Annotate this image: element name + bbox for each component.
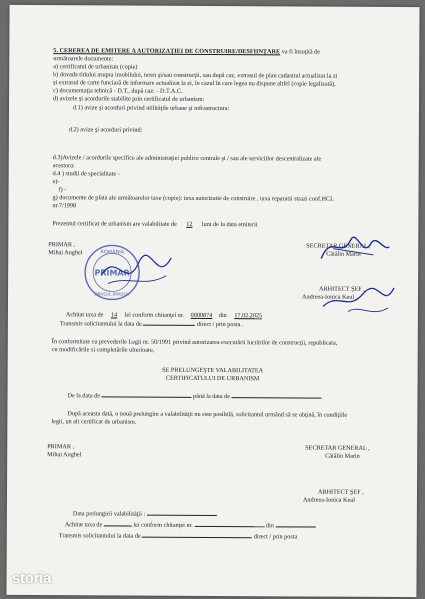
validity-suffix: luni de la data emiterii	[201, 220, 258, 229]
payment-date: 17.02.2025	[234, 312, 263, 320]
stamp-center-text: PRIMAR	[94, 268, 130, 278]
payment-prefix: Achitat taxa de	[65, 311, 104, 319]
item-e: e)-	[52, 178, 60, 186]
item-c: c) documentaţia tehnică - D.T., după caz: - D.T.A.C.	[53, 87, 183, 95]
item-g-line1: g) documente de plata ale următoarelor taxe (copie): taxa autorizatie de construire , taxa reparatii strazi conf.HCL	[52, 194, 334, 203]
item-b-line2: şi extrasul de carte funciară de informare actualizat la zi, în cazul în care legea nu dispune altfel (copie legalizată),	[53, 79, 336, 88]
arhitect-name-2: Andreea-Ionica Keul	[302, 496, 356, 504]
item-d4: d.4 ) studii de specialitate -	[52, 170, 120, 178]
payment2-date-blank	[275, 521, 315, 527]
item-d2: d.2) avize şi acorduri privind:	[68, 126, 143, 134]
validity-line	[52, 220, 257, 228]
section-5-heading: 5. CEREREA DE EMITERE A AUTORIZAŢIEI DE CONSTRUIRE/DESFIINŢARE	[53, 47, 281, 56]
transmis2-date-blank	[142, 532, 252, 539]
primar-title-2: PRIMAR ,	[47, 443, 75, 451]
extension-date-label: Data prelungirii valabilităţii :	[72, 510, 146, 518]
extension-to-label: până la data de	[193, 392, 231, 401]
primar-name: Mihai Anghel	[48, 249, 83, 257]
transmis2-label: Transmis solicitantului la data de	[58, 532, 141, 540]
payment2-receipt-blank	[194, 521, 264, 527]
transmis2-tail: direct / prin posta	[253, 533, 298, 541]
secretar-name-2: Cătălin Marin	[325, 452, 360, 460]
storia-watermark: storia	[12, 570, 52, 587]
stamp-bottom-text: ORAŞUL BRAŞOV	[94, 291, 130, 297]
payment-date-label: din	[218, 312, 227, 320]
item-g-line2: nr.7/1998	[52, 202, 77, 210]
extension-to-blank	[232, 392, 322, 398]
primar-title: PRIMAR ,	[48, 241, 76, 249]
payment-receipt-number: 0000874	[190, 311, 213, 319]
law-line1: În conformitate cu prevederile Legii nr. 50/1991 privind autorizarea executării lucrărilor de construcţii, republicata,	[51, 338, 338, 347]
stamp-top-text: ROMÂNIA	[100, 249, 125, 256]
arhitect-title: ARHITECT ŞEF ,	[319, 285, 365, 293]
extension-date-line	[73, 509, 217, 518]
validity-prefix: Prezentul certificat de urbanism are valabilitate de	[52, 220, 177, 228]
secretar-title-2: SECRETAR GENERAL ,	[305, 444, 370, 452]
secretar-title: SECRETAR GENERAL ,	[306, 242, 371, 250]
payment-receipt-label: lei conform chitanţei nr.	[124, 311, 185, 319]
transmis2-line	[59, 531, 298, 540]
secretar-name: Cătălin Marin	[326, 250, 361, 258]
transmis-label: Transmis solicitantului la data de	[59, 320, 142, 328]
secretar-signature	[313, 229, 393, 269]
item-a: a) certificatul de urbanism (copie)	[53, 63, 138, 71]
arhitect-name: Andreea-Ionica Keul	[302, 293, 355, 301]
extension-period-line	[67, 391, 321, 401]
extension-title-2: CERTIFICATULUI DE URBANISM	[165, 374, 260, 383]
payment2-receipt-label: lei conform chitanţei nr.	[133, 521, 193, 529]
payment2-date-label: din	[265, 522, 274, 530]
item-d3-line2: acestora:	[52, 162, 75, 170]
primar-name-2: Mihai Anghel	[47, 451, 82, 459]
payment2-amount-blank	[104, 520, 132, 526]
validity-months: 12	[186, 220, 193, 228]
payment2-line	[65, 520, 316, 530]
extension-title-1: SE PRELUNGEŞTE VALABILITATEA	[162, 366, 264, 375]
extension-from-label: De la data de	[67, 392, 100, 400]
item-d: d) avizele şi acordurile stabilite prin certificatul de urbanism:	[53, 95, 205, 103]
document-page	[6, 5, 419, 597]
extension-date-blank	[147, 510, 217, 516]
item-d3-line1: d.3)Avizele / acordurile specifice ale administraţiei publice centrale şi / sau ale serviciilor descentralizate ale	[52, 154, 322, 163]
extension-note-line2: legii, un alt certificat de urbanism.	[51, 418, 137, 426]
extension-note-line1: După aceasta dată, o nouă prelungire a valabilităţii nu este posibilă, solicitantul urmând să se obţină, în condiţiile	[67, 410, 348, 419]
transmis-line	[60, 319, 244, 328]
item-d1: d.1) avize şi acorduri privind utilităţile urbane şi infrastructura:	[72, 104, 230, 113]
item-b-line1: b) dovada titlului asupra imobilului, teren şi/sau construcţii, sau după caz, extrasul de plan cadastral actualizat la zi	[53, 71, 338, 80]
arhitect-signature	[318, 282, 398, 322]
extension-from-blank	[102, 391, 192, 397]
section-5-intro: următoarele documente:	[53, 55, 114, 63]
payment-amount: 14	[110, 311, 118, 319]
transmis-date-blank	[143, 320, 195, 326]
transmis-tail: direct / prin posta .	[196, 320, 244, 329]
payment2-prefix: Achitat taxa de	[64, 521, 103, 529]
law-line2: cu modificările si completările ulterioare,	[51, 346, 155, 354]
arhitect-title-2: ARHITECT ŞEF ,	[317, 488, 364, 496]
primar-signature	[96, 245, 176, 295]
item-f: f) -	[58, 186, 67, 194]
payment-line	[66, 311, 268, 319]
section-5-heading-tail: va fi însoţită de	[281, 48, 321, 56]
